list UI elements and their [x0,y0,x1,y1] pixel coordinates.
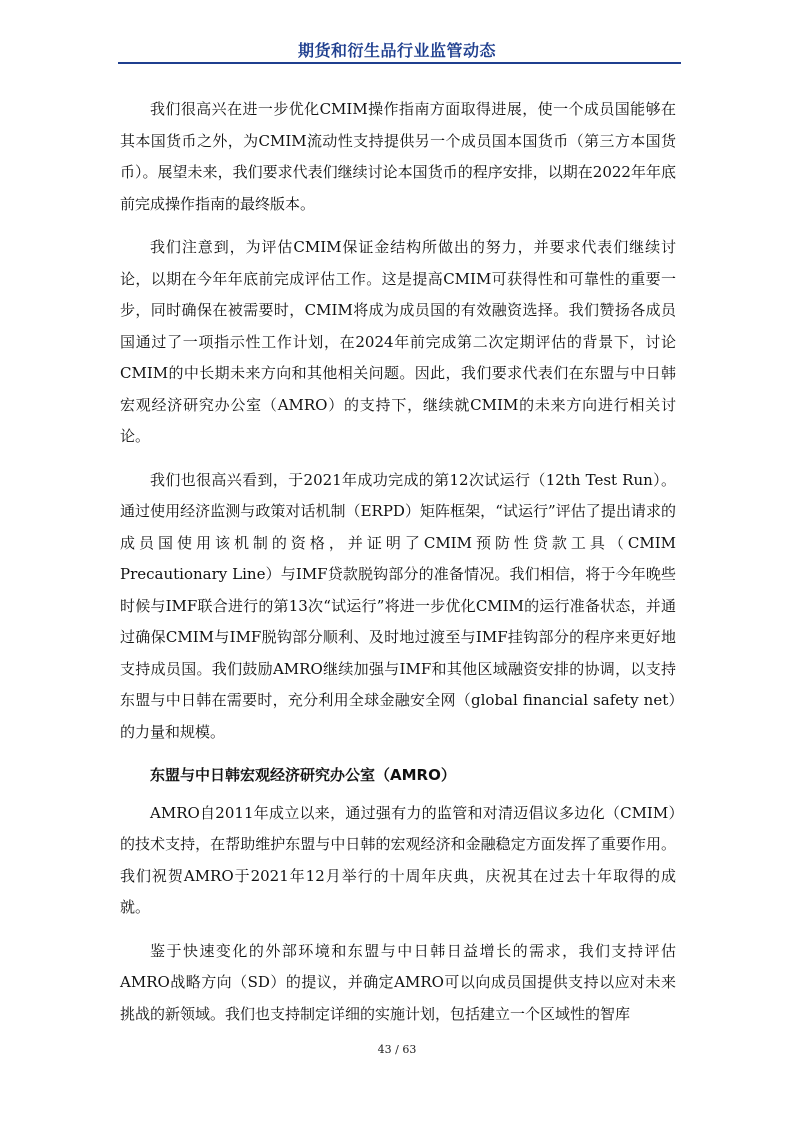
document-body [120,94,676,1042]
paragraph-test-run: 我们也很高兴看到，于2021年成功完成的第12次试运行（12th Test Run）。通过使用经济监测与政策对话机制（ERPD）矩阵框架，“试运行”评估了提出请求的成员国使用该机制的资格，并证明了CMIM预防性贷款工具（CMIM Precautionary Line）与IMF贷款脱钩部分的准备情况。我们相信，将于今年晚些时候与IMF联合进行的第13次“试运行”将进一步优化CMIM的运行准备状态，并通过确保CMIM与IMF脱钩部分顺利、及时地过渡至与IMF挂钩部分的程序来更好地支持成员国。我们鼓励AMRO继续加强与IMF和其他区域融资安排的协调，以支持东盟与中日韩在需要时，充分利用全球金融安全网（global financial safety net）的力量和规模。 [120,470,676,741]
paragraph-amro-history: AMRO自2011年成立以来，通过强有力的监管和对清迈倡议多边化（CMIM）的技术支持，在帮助维护东盟与中日韩的宏观经济和金融稳定方面发挥了重要作用。我们祝贺AMRO于2021年12月举行的十周年庆典，庆祝其在过去十年取得的成就。 [120,803,676,916]
paragraph-cmim-margin-structure: 我们注意到，为评估CMIM保证金结构所做出的努力，并要求代表们继续讨论，以期在今年年底前完成评估工作。这是提高CMIM可获得性和可靠性的重要一步，同时确保在被需要时，CMIM将成为成员国的有效融资选择。我们赞扬各成员国通过了一项指示性工作计划，在2024年前完成第二次定期评估的背景下，讨论CMIM的中长期未来方向和其他相关问题。因此，我们要求代表们在东盟与中日韩宏观经济研究办公室（AMRO）的支持下，继续就CMIM的未来方向进行相关讨论。 [120,238,676,445]
page-number: 43 / 63 [377,1043,417,1056]
section-heading-amro: 东盟与中日韩宏观经济研究办公室（AMRO） [150,766,456,784]
running-header-title: 期货和衍生品行业监管动态 [297,41,496,60]
header-divider [118,62,681,64]
paragraph-cmim-operational-guidelines: 我们很高兴在进一步优化CMIM操作指南方面取得进展，使一个成员国能够在其本国货币之外，为CMIM流动性支持提供另一个成员国本国货币（第三方本国货币）。展望未来，我们要求代表们继续讨论本国货币的程序安排，以期在2022年年底前完成操作指南的最终版本。 [120,100,676,213]
paragraph-amro-strategic-direction: 鉴于快速变化的外部环境和东盟与中日韩日益增长的需求，我们支持评估AMRO战略方向（SD）的提议，并确定AMRO可以向成员国提供支持以应对未来挑战的新领域。我们也支持制定详细的实施计划，包括建立一个区域性的智库 [120,941,676,1023]
